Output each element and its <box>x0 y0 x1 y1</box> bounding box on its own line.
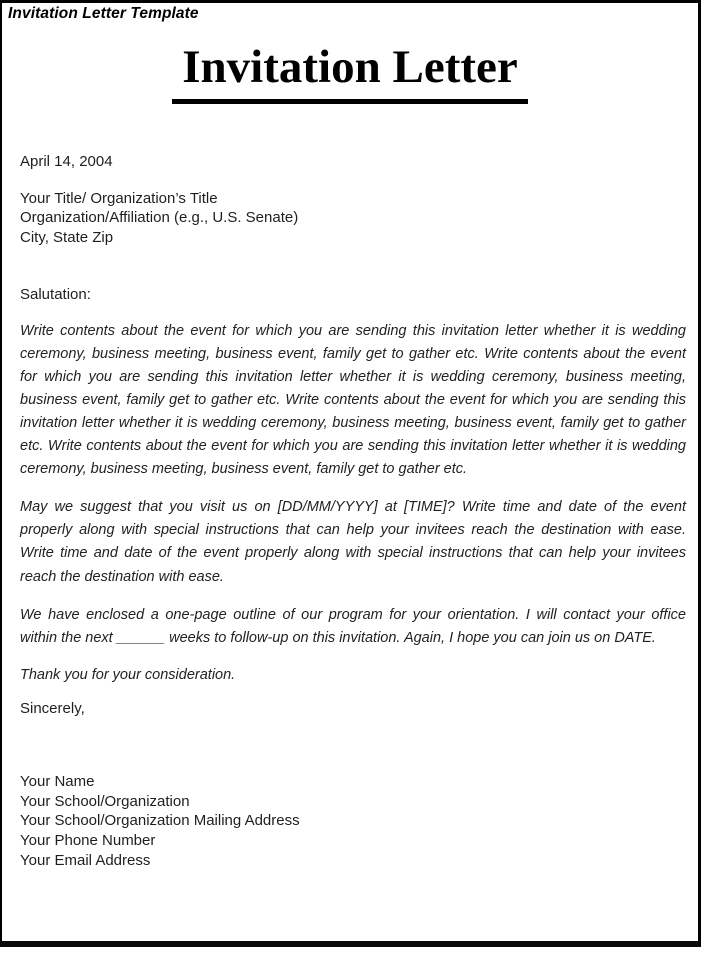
signature-email-line: Your Email Address <box>20 851 151 869</box>
signature-phone-line: Your Phone Number <box>20 831 156 849</box>
salutation-line: Salutation: <box>20 285 91 303</box>
closing-line: Thank you for your consideration. <box>20 666 236 683</box>
letter-title-text: Invitation Letter <box>172 40 527 104</box>
recipient-title-line: Your Title/ Organization’s Title <box>20 189 218 207</box>
signature-block <box>20 772 686 871</box>
body-paragraph-1: Write contents about the event for which you are sending this invitation letter whether it is wedding ceremony, business meeting, business event, family get to gather etc. Write contents about the event for which you are sending this invitation letter whether it is wedding ceremony, business meeting, business event, family get to gather etc. Write contents about the event for which you are sending this invitation letter whether it is wedding ceremony, business meeting, business event, family get to gather etc. Write contents about the event for which you are sending this invitation letter whether it is wedding ceremony, business meeting, business event, family get to gather etc. <box>20 322 686 478</box>
body-paragraph-2: May we suggest that you visit us on [DD/MM/YYYY] at [TIME]? Write time and date of the event properly along with special instructions that can help your invitees reach the destination with ease. Write time and date of the event properly along with special instructions that can help your invitees reach the destination with ease. <box>20 499 686 585</box>
body-paragraph-3: We have enclosed a one-page outline of our program for your orientation. I will contact your office within the next ______ weeks to follow-up on this invitation. Again, I hope you can join us on DATE. <box>20 606 686 646</box>
recipient-organization-line: Organization/Affiliation (e.g., U.S. Senate) <box>20 209 299 227</box>
signoff-line: Sincerely, <box>20 699 85 717</box>
signature-mailing-address-line: Your School/Organization Mailing Address <box>20 812 300 830</box>
signature-organization-line: Your School/Organization <box>20 792 190 810</box>
letter-date: April 14, 2004 <box>20 152 113 170</box>
template-header-label: Invitation Letter Template <box>8 5 199 22</box>
signature-name-line: Your Name <box>20 772 95 790</box>
letter-body <box>20 104 686 871</box>
recipient-city-line: City, State Zip <box>20 228 114 246</box>
recipient-block <box>20 172 686 248</box>
